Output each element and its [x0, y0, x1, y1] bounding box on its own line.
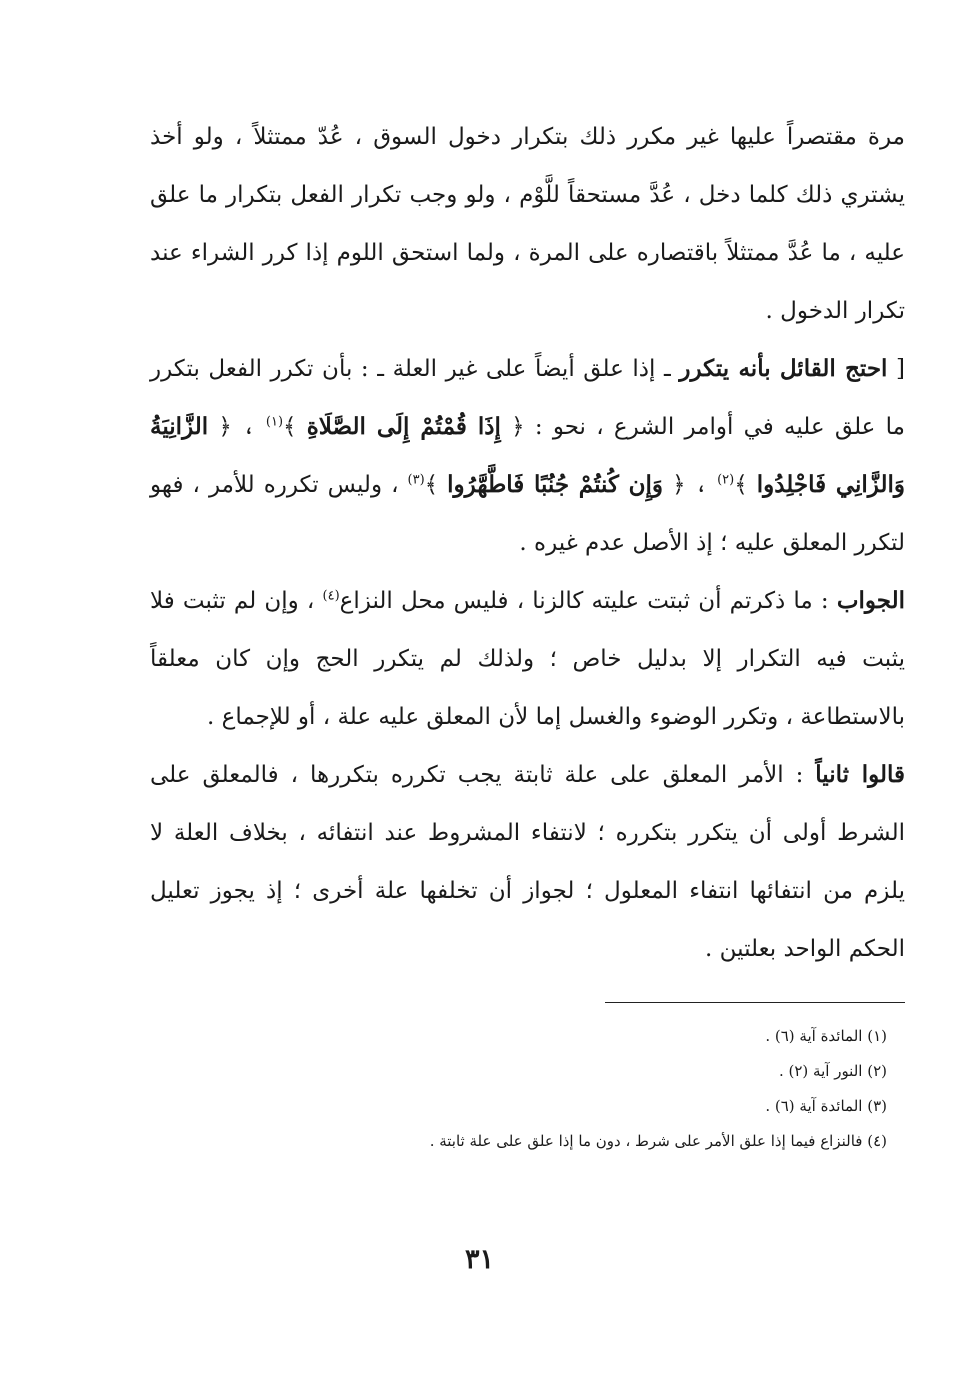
footnotes	[150, 1019, 905, 1159]
footnote-item: (١) المائدة آية (٦) .	[765, 1027, 887, 1045]
footnote-item: (٣) المائدة آية (٦) .	[765, 1097, 887, 1115]
text-segment: ، ﴿	[208, 414, 266, 440]
footnote-ref: (١)	[265, 414, 284, 430]
paragraph	[150, 108, 905, 340]
footnote-item: (٤) فالنزاع فيما إذا علق الأمر على شرط ، دون ما إذا علق على علة ثابتة .	[429, 1132, 887, 1150]
quran-verse: وَإِن كُنتُمْ جُنُبًا فَاطَّهَّرُوا	[447, 471, 664, 498]
text-segment: مرة مقتصراً عليها غير مكرر ذلك بتكرار دخول السوق ، عُدّ ممتثلاً ، ولو أخذ يشتري ذلك كلما دخل ، عُدَّ مستحقاً للَّوْم ، ولو وجب تكرار الفعل بتكرار ما علق عليه ، ما عُدَّ ممتثلاً باقتصاره على المرة ، ولما استحق اللوم إذا كرر الشراء عند تكرار الدخول .	[150, 124, 905, 324]
quran-verse: إِذَا قُمْتُمْ إِلَى الصَّلَاةِ	[306, 413, 501, 440]
page-number: ٣١	[464, 1244, 494, 1275]
footnote-ref: (٢)	[717, 472, 735, 488]
text-segment: : ما ذكرتم أن ثبتت عليته كالزنا ، فليس محل النزاع	[339, 588, 837, 614]
text-segment: ﴾	[424, 472, 448, 498]
section-heading: احتج القائل بأنه يتكرر	[679, 355, 888, 382]
footnote-item: (٢) النور آية (٢) .	[778, 1062, 887, 1080]
text-segment: : الأمر المعلق على علة ثابتة يجب تكرره بتكررها ، فالمعلق على الشرط أولى أن يتكرر بتكرره ؛ لانتفاء المشروط عند انتفائه ، بخلاف العلة لا يلزم من انتفائها انتفاء المعلول ؛ لجواز أن تخلفها علة أخرى ؛ إذ يجوز تعليل الحكم الواحد بعلتين .	[150, 762, 905, 962]
page-content	[150, 108, 905, 1159]
section-heading: قالوا ثانياً	[815, 761, 905, 788]
text-segment: ـ إذا علق أيضاً على غير العلة ـ : بأن تكرر الفعل بتكرر ما علق عليه في أوامر الشرع ، نحو : ﴿	[150, 356, 905, 440]
footnote-ref: (٣)	[407, 472, 425, 488]
footnote-ref: (٤)	[322, 588, 340, 604]
footnote-separator	[605, 1002, 905, 1003]
text-segment: ﴾	[734, 472, 757, 498]
quran-verse: الزَّانِيَةُ وَالزَّانِي فَاجْلِدُوا	[150, 413, 905, 498]
text-segment: ، وليس تكرره للأمر ، فهو لتكرر المعلق عليه ؛ إذ الأصل عدم غيره .	[150, 472, 905, 556]
body-text	[150, 108, 905, 978]
paragraph	[150, 746, 905, 978]
text-segment: ، وإن لم تثبت فلا يثبت فيه التكرار إلا بدليل خاص ؛ ولذلك لم يتكرر الحج وإن كان معلقاً بالاستطاعة ، وتكرر الوضوء والغسل إما لأن المعلق عليه علة ، أو للإجماع .	[150, 588, 905, 730]
text-segment: ، ﴿	[663, 472, 718, 498]
text-segment: [	[887, 356, 905, 382]
paragraph	[150, 340, 905, 572]
paragraph	[150, 572, 905, 746]
section-heading: الجواب	[836, 587, 905, 614]
text-segment: ﴾	[283, 414, 307, 440]
